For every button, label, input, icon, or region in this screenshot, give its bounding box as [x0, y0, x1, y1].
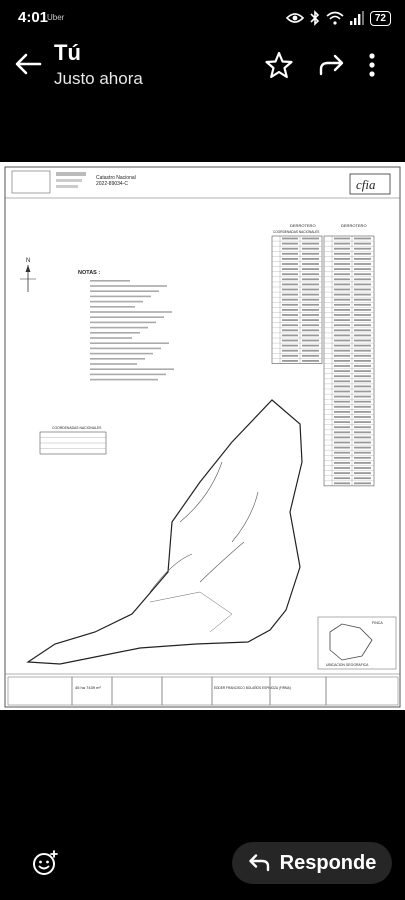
- notes-title: NOTAS :: [78, 270, 101, 276]
- status-time: 4:01: [18, 9, 49, 26]
- table-cell-text: [334, 278, 350, 280]
- table-cell-text: [354, 462, 371, 464]
- table-cell-text: [354, 411, 371, 413]
- table-cell-text: [334, 314, 350, 316]
- table-cell-text: [334, 289, 350, 291]
- table-cell-text: [334, 375, 350, 377]
- table-cell-text: [282, 324, 298, 326]
- table-cell-text: [334, 248, 350, 250]
- table-cell-text: [354, 299, 371, 301]
- note-line: [90, 301, 143, 303]
- table-cell-text: [334, 370, 350, 372]
- table-cell-text: [354, 416, 371, 418]
- table-cell-text: [354, 386, 371, 388]
- table-cell-text: [302, 324, 319, 326]
- table-cell-text: [334, 263, 350, 265]
- plan-number: 2022-89034-C: [96, 181, 128, 187]
- table-cell-text: [334, 421, 350, 423]
- table-cell-text: [354, 426, 371, 428]
- table-cell-text: [334, 431, 350, 433]
- table-cell-text: [354, 380, 371, 382]
- table-cell-text: [354, 360, 371, 362]
- table-cell-text: [354, 248, 371, 250]
- table-cell-text: [354, 452, 371, 454]
- table-cell-text: [282, 258, 298, 260]
- note-line: [90, 342, 169, 344]
- note-line: [90, 285, 167, 287]
- note-line: [90, 322, 156, 324]
- table-cell-text: [302, 314, 319, 316]
- table-cell-text: [354, 340, 371, 342]
- table-cell-text: [354, 437, 371, 439]
- note-line: [90, 316, 164, 318]
- wifi-icon: [326, 11, 344, 25]
- table-right-title: DERROTERO: [341, 223, 367, 228]
- reply-button[interactable]: [232, 842, 392, 884]
- table-cell-text: [334, 304, 350, 306]
- table-cell-text: [302, 335, 319, 337]
- table-cell-text: [334, 243, 350, 245]
- small-table-title: COORDENADAS NACIONALES: [52, 426, 102, 430]
- table-cell-text: [334, 284, 350, 286]
- table-cell-text: [282, 278, 298, 280]
- table-cell-text: [302, 268, 319, 270]
- table-cell-text: [334, 258, 350, 260]
- table-cell-text: [282, 345, 298, 347]
- table-cell-text: [354, 238, 371, 240]
- table-cell-text: [282, 304, 298, 306]
- table-cell-text: [282, 314, 298, 316]
- table-cell-text: [302, 340, 319, 342]
- table-cell-text: [282, 268, 298, 270]
- table-cell-text: [334, 324, 350, 326]
- table-cell-text: [354, 350, 371, 352]
- table-cell-text: [354, 273, 371, 275]
- table-cell-text: [302, 355, 319, 357]
- table-cell-text: [302, 263, 319, 265]
- bottom-bar: [0, 840, 405, 888]
- table-cell-text: [354, 319, 371, 321]
- table-cell-text: [354, 329, 371, 331]
- table-cell-text: [282, 253, 298, 255]
- table-cell-text: [354, 345, 371, 347]
- table-cell-text: [302, 294, 319, 296]
- table-cell-text: [282, 248, 298, 250]
- table-cell-text: [282, 335, 298, 337]
- table-cell-text: [354, 442, 371, 444]
- table-left-title: DERROTERO: [290, 223, 316, 228]
- table-cell-text: [282, 319, 298, 321]
- table-cell-text: [334, 442, 350, 444]
- table-cell-text: [302, 253, 319, 255]
- table-cell-text: [282, 299, 298, 301]
- table-cell-text: [334, 472, 350, 474]
- status-bar: [0, 0, 405, 36]
- table-cell-text: [302, 299, 319, 301]
- table-cell-text: [354, 457, 371, 459]
- table-cell-text: [302, 319, 319, 321]
- table-cell-text: [334, 380, 350, 382]
- table-cell-text: [302, 309, 319, 311]
- table-cell-text: [282, 273, 298, 275]
- table-cell-text: [334, 386, 350, 388]
- note-line: [90, 353, 153, 355]
- status-icons: [286, 9, 391, 27]
- table-cell-text: [354, 467, 371, 469]
- reply-icon: [248, 854, 270, 872]
- note-line: [90, 306, 135, 308]
- sent-time: Justo ahora: [54, 69, 143, 88]
- table-cell-text: [282, 243, 298, 245]
- table-cell-text: [354, 421, 371, 423]
- finca-label: FINCA: [372, 621, 383, 625]
- table-cell-text: [282, 340, 298, 342]
- note-line: [90, 296, 151, 298]
- table-cell-text: [354, 370, 371, 372]
- table-cell-text: [334, 273, 350, 275]
- table-cell-text: [334, 467, 350, 469]
- table-cell-text: [302, 243, 319, 245]
- table-cell-text: [354, 391, 371, 393]
- table-cell-text: [354, 304, 371, 306]
- table-cell-text: [354, 309, 371, 311]
- table-cell-text: [334, 477, 350, 479]
- table-cell-text: [282, 289, 298, 291]
- table-cell-text: [302, 258, 319, 260]
- table-cell-text: [282, 294, 298, 296]
- table-cell-text: [334, 482, 350, 484]
- table-cell-text: [282, 284, 298, 286]
- eye-icon: [286, 12, 304, 24]
- table-cell-text: [302, 248, 319, 250]
- table-cell-text: [354, 431, 371, 433]
- table-cell-text: [354, 375, 371, 377]
- table-cell-text: [354, 243, 371, 245]
- table-cell-text: [354, 314, 371, 316]
- note-line: [90, 290, 159, 292]
- table-cell-text: [354, 294, 371, 296]
- note-line: [90, 368, 174, 370]
- table-cell-text: [334, 365, 350, 367]
- location-title: UBICACION GEOGRAFICA: [326, 663, 369, 667]
- table-cell-text: [282, 238, 298, 240]
- table-cell-text: [354, 289, 371, 291]
- table-cell-text: [302, 238, 319, 240]
- battery-indicator: 72: [370, 11, 391, 26]
- table-cell-text: [302, 345, 319, 347]
- note-line: [90, 379, 158, 381]
- table-cell-text: [354, 447, 371, 449]
- table-cell-text: [302, 304, 319, 306]
- back-arrow-icon[interactable]: [12, 50, 44, 78]
- star-icon[interactable]: [264, 50, 294, 80]
- signal-icon: [350, 11, 364, 25]
- note-line: [90, 280, 130, 282]
- table-cell-text: [334, 329, 350, 331]
- table-cell-text: [354, 324, 371, 326]
- sender-info: [54, 40, 143, 90]
- table-cell-text: [334, 426, 350, 428]
- table-cell-text: [282, 360, 298, 362]
- table-cell-text: [354, 472, 371, 474]
- table-cell-text: [354, 268, 371, 270]
- table-cell-text: [354, 253, 371, 255]
- note-line: [90, 311, 172, 313]
- bluetooth-icon: [310, 10, 320, 26]
- table-cell-text: [354, 335, 371, 337]
- note-line: [90, 337, 132, 339]
- table-cell-text: [334, 396, 350, 398]
- cadastral-plan: [0, 162, 405, 710]
- table-cell-text: [334, 416, 350, 418]
- table-cell-text: [354, 278, 371, 280]
- note-line: [90, 332, 140, 334]
- more-options-icon[interactable]: [365, 50, 379, 80]
- note-line: [90, 358, 145, 360]
- table-cell-text: [334, 350, 350, 352]
- reply-label: Responde: [279, 851, 377, 874]
- table-cell-text: [302, 284, 319, 286]
- table-cell-text: [334, 309, 350, 311]
- table-cell-text: [334, 238, 350, 240]
- table-cell-text: [334, 401, 350, 403]
- table-cell-text: [334, 391, 350, 393]
- table-subheader: COORDENADAS NACIONALES: [273, 230, 320, 234]
- table-cell-text: [282, 355, 298, 357]
- table-cell-text: [302, 289, 319, 291]
- note-line: [90, 327, 148, 329]
- table-cell-text: [354, 396, 371, 398]
- table-cell-text: [282, 350, 298, 352]
- table-cell-text: [354, 263, 371, 265]
- table-cell-text: [354, 258, 371, 260]
- signature-text: EDDER FRANCISCO BOLAÑOS ESPINOZA (FIRMA): [214, 686, 291, 690]
- logo-text: cfia: [356, 177, 376, 192]
- table-cell-text: [334, 447, 350, 449]
- table-cell-text: [354, 284, 371, 286]
- table-cell-text: [334, 335, 350, 337]
- table-cell-text: [334, 452, 350, 454]
- sender-name: Tú: [54, 40, 81, 65]
- table-cell-text: [334, 355, 350, 357]
- table-cell-text: [354, 406, 371, 408]
- table-cell-text: [334, 411, 350, 413]
- table-cell-text: [334, 462, 350, 464]
- table-cell-text: [302, 329, 319, 331]
- table-cell-text: [334, 299, 350, 301]
- table-cell-text: [334, 360, 350, 362]
- table-cell-text: [302, 278, 319, 280]
- table-cell-text: [354, 355, 371, 357]
- table-cell-text: [282, 329, 298, 331]
- table-cell-text: [334, 294, 350, 296]
- table-cell-text: [354, 477, 371, 479]
- status-carrier: Uber: [47, 13, 65, 22]
- viewer-header: [0, 36, 405, 96]
- area-value: 45 ha 7439 m²: [75, 685, 101, 690]
- table-cell-text: [334, 253, 350, 255]
- table-cell-text: [334, 268, 350, 270]
- table-cell-text: [354, 482, 371, 484]
- table-cell-text: [282, 309, 298, 311]
- forward-icon[interactable]: [317, 50, 347, 80]
- table-cell-text: [302, 360, 319, 362]
- project-label: Catastro Nacional: [96, 175, 136, 181]
- table-cell-text: [354, 365, 371, 367]
- emoji-reaction-icon[interactable]: [32, 850, 58, 876]
- note-line: [90, 363, 137, 365]
- table-cell-text: [334, 345, 350, 347]
- note-line: [90, 374, 166, 376]
- table-cell-text: [354, 401, 371, 403]
- north-label: N: [26, 258, 31, 264]
- table-cell-text: [334, 406, 350, 408]
- table-cell-text: [282, 263, 298, 265]
- table-cell-text: [334, 319, 350, 321]
- table-cell-text: [334, 340, 350, 342]
- table-cell-text: [302, 273, 319, 275]
- document-image: [0, 162, 405, 710]
- table-cell-text: [334, 457, 350, 459]
- note-line: [90, 348, 161, 350]
- table-cell-text: [302, 350, 319, 352]
- table-cell-text: [334, 437, 350, 439]
